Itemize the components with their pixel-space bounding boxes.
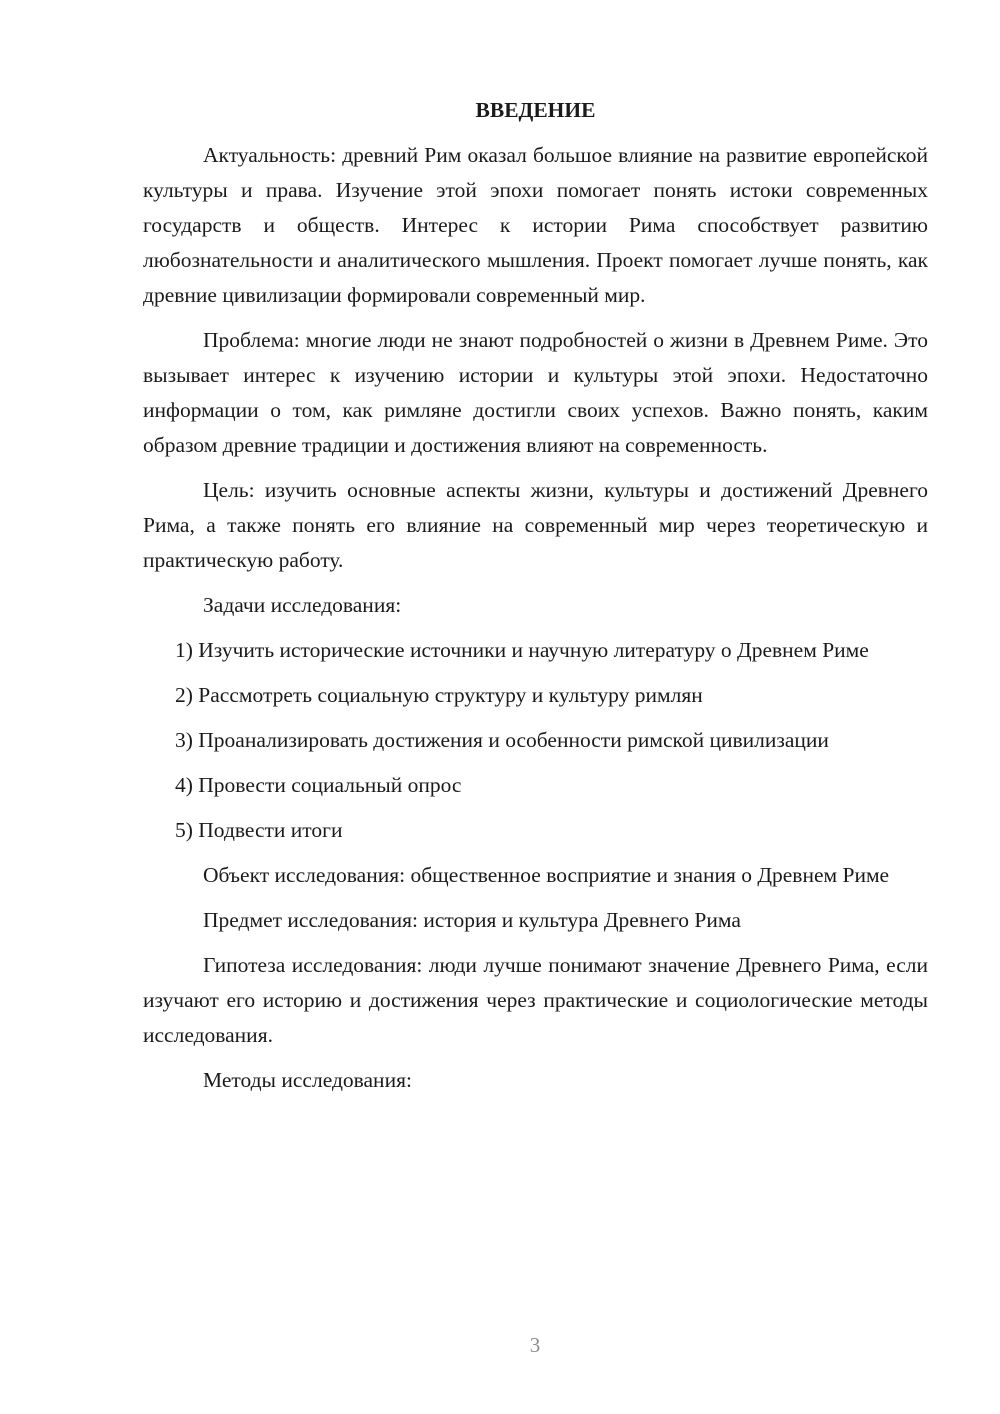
tasks-title: Задачи исследования: [203,593,402,617]
subject-paragraph: Предмет исследования: история и культура Древнего Рима [203,908,741,932]
problem-paragraph: Проблема: многие люди не знают подробностей о жизни в Древнем Риме. Это вызывает интерес к изучению истории и культуры этой эпохи. Недостаточно информации о том, как римляне достигли своих успехов. Важно понять, каким образом древние традиции и достижения влияют на современность. [143,328,928,457]
object-paragraph: Объект исследования: общественное восприятие и знания о Древнем Риме [203,863,890,887]
task-item-2: 2) Рассмотреть социальную структуру и культуру римлян [175,683,703,707]
task-item-1: 1) Изучить исторические источники и научную литературу о Древнем Риме [175,638,869,662]
goal-paragraph: Цель: изучить основные аспекты жизни, культуры и достижений Древнего Рима, а также понять его влияние на современный мир через теоретическую и практическую работу. [143,478,928,572]
task-item-4: 4) Провести социальный опрос [175,773,462,797]
document-page [143,93,928,1098]
relevance-paragraph: Актуальность: древний Рим оказал большое влияние на развитие европейской культуры и права. Изучение этой эпохи помогает понять истоки современных государств и обществ. Интерес к истории Рима способствует развитию любознательности и аналитического мышления. Проект помогает лучше понять, как древние цивилизации формировали современный мир. [143,143,928,307]
section-heading: ВВЕДЕНИЕ [475,98,596,122]
page-number: 3 [529,1333,541,1357]
hypothesis-paragraph: Гипотеза исследования: люди лучше понимают значение Древнего Рима, если изучают его историю и достижения через практические и социологические методы исследования. [143,953,928,1047]
methods-title: Методы исследования: [203,1068,412,1092]
task-item-5: 5) Подвести итоги [175,818,343,842]
task-item-3: 3) Проанализировать достижения и особенности римской цивилизации [175,728,829,752]
